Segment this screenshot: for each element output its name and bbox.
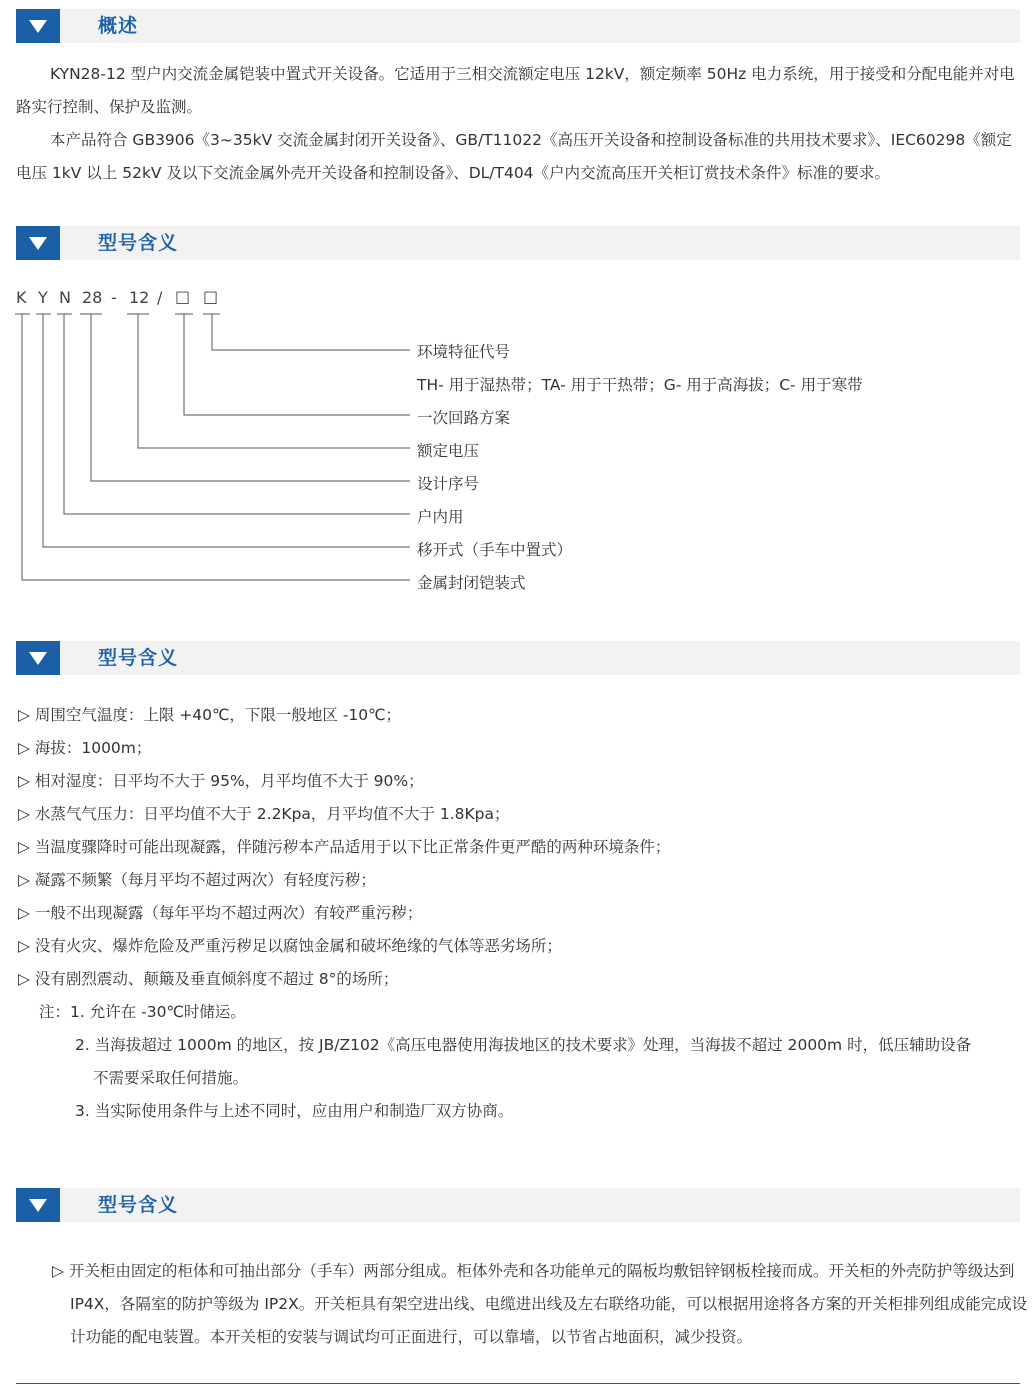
condition-item: ▷ 相对湿度：日平均不大于 95%，月平均值不大于 90%； xyxy=(18,772,424,790)
model-label: 金属封闭铠装式 xyxy=(417,574,526,592)
model-label: 移开式（手车中置式） xyxy=(417,541,573,559)
model-code-char: K xyxy=(16,288,27,307)
model-diagram-lines xyxy=(0,0,1032,600)
model-label: 一次回路方案 xyxy=(417,409,511,427)
condition-item: ▷ 一般不出现凝露（每年平均不超过两次）有较严重污秽； xyxy=(18,904,423,922)
model-label: 环境特征代号 xyxy=(417,343,511,361)
model-code-char: - xyxy=(111,288,117,307)
section-title: 概述 xyxy=(98,15,139,37)
overview-paragraph-1: KYN28-12 型户内交流金属铠装中置式开关设备。它适用于三相交流额定电压 12kV，额定频率 50Hz 电力系统，用于接受和分配电能并对电路实行控制、保护及监测。 xyxy=(16,65,1015,116)
section-title: 型号含义 xyxy=(98,232,179,254)
note-3: 3. 当实际使用条件与上述不同时，应由用户和制造厂双方协商。 xyxy=(75,1102,514,1120)
model-code-char: □ xyxy=(175,287,191,306)
model-code-char: / xyxy=(157,288,163,307)
condition-item: ▷ 没有火灾、爆炸危险及严重污秽足以腐蚀金属和破坏绝缘的气体等恶劣场所； xyxy=(18,937,562,955)
triangle-down-icon xyxy=(16,1188,60,1222)
section-header-structure xyxy=(16,1188,1020,1222)
model-label: TH- 用于湿热带；TA- 用于干热带；G- 用于高海拔；C- 用于寒带 xyxy=(417,376,863,394)
section-title: 型号含义 xyxy=(98,647,179,669)
model-label: 户内用 xyxy=(417,508,464,526)
section-header-conditions xyxy=(16,641,1020,675)
note-1: 注：1. 允许在 -30℃时储运。 xyxy=(39,1003,246,1021)
condition-item: ▷ 海拔：1000m； xyxy=(18,739,152,757)
overview-paragraph-2: 本产品符合 GB3906《3~35kV 交流金属封闭开关设备》、GB/T11022《高压开关设备和控制设备标准的共用技术要求》、IEC60298《额定电压 1kV 以上 52kV 及以下交流金属外壳开关设备和控制设备》、DL/T404《户内交流高压开关柜订赏技术条件》标准的要求。 xyxy=(16,131,1012,182)
triangle-down-icon xyxy=(16,641,60,675)
condition-item: ▷ 当温度骤降时可能出现凝露，伴随污秽本产品适用于以下比正常条件更严酷的两种环境条件； xyxy=(18,838,671,856)
model-code-char: □ xyxy=(203,287,219,306)
condition-item: ▷ 没有剧烈震动、颠簸及垂直倾斜度不超过 8°的场所； xyxy=(18,970,399,988)
model-label: 设计序号 xyxy=(417,475,480,493)
model-label: 额定电压 xyxy=(417,442,480,460)
note-2: 2. 当海拔超过 1000m 的地区，按 JB/Z102《高压电器使用海拔地区的技术要求》处理，当海拔不超过 2000m 时，低压辅助设备 xyxy=(75,1036,972,1054)
structure-paragraph: ▷ 开关柜由固定的柜体和可抽出部分（手车）两部分组成。柜体外壳和各功能单元的隔板均敷铝锌钢板栓接而成。开关柜的外壳防护等级达到 IP4X，各隔室的防护等级为 IP2X。开关柜具有架空进出线、电缆进出线及左右联络功能，可以根据用途将各方案的开关柜排列组成能完成设计功能的配电装置。本开关柜的安装与调试均可正面进行，可以靠墙，以节省占地面积，减少投资。 xyxy=(52,1262,1028,1346)
condition-item: ▷ 水蒸气气压力：日平均值不大于 2.2Kpa，月平均值不大于 1.8Kpa； xyxy=(18,805,510,823)
model-code-char: N xyxy=(59,288,71,307)
condition-item: ▷ 周围空气温度：上限 +40℃，下限一般地区 -10℃； xyxy=(18,706,402,724)
note-2-continued: 不需要采取任何措施。 xyxy=(93,1069,249,1087)
section-title: 型号含义 xyxy=(98,1194,179,1216)
model-code-char: 28 xyxy=(82,288,103,307)
bottom-divider xyxy=(16,1383,1020,1384)
model-code-char: Y xyxy=(38,288,48,307)
model-code-char: 12 xyxy=(129,288,150,307)
condition-item: ▷ 凝露不频繁（每月平均不超过两次）有轻度污秽； xyxy=(18,871,376,889)
